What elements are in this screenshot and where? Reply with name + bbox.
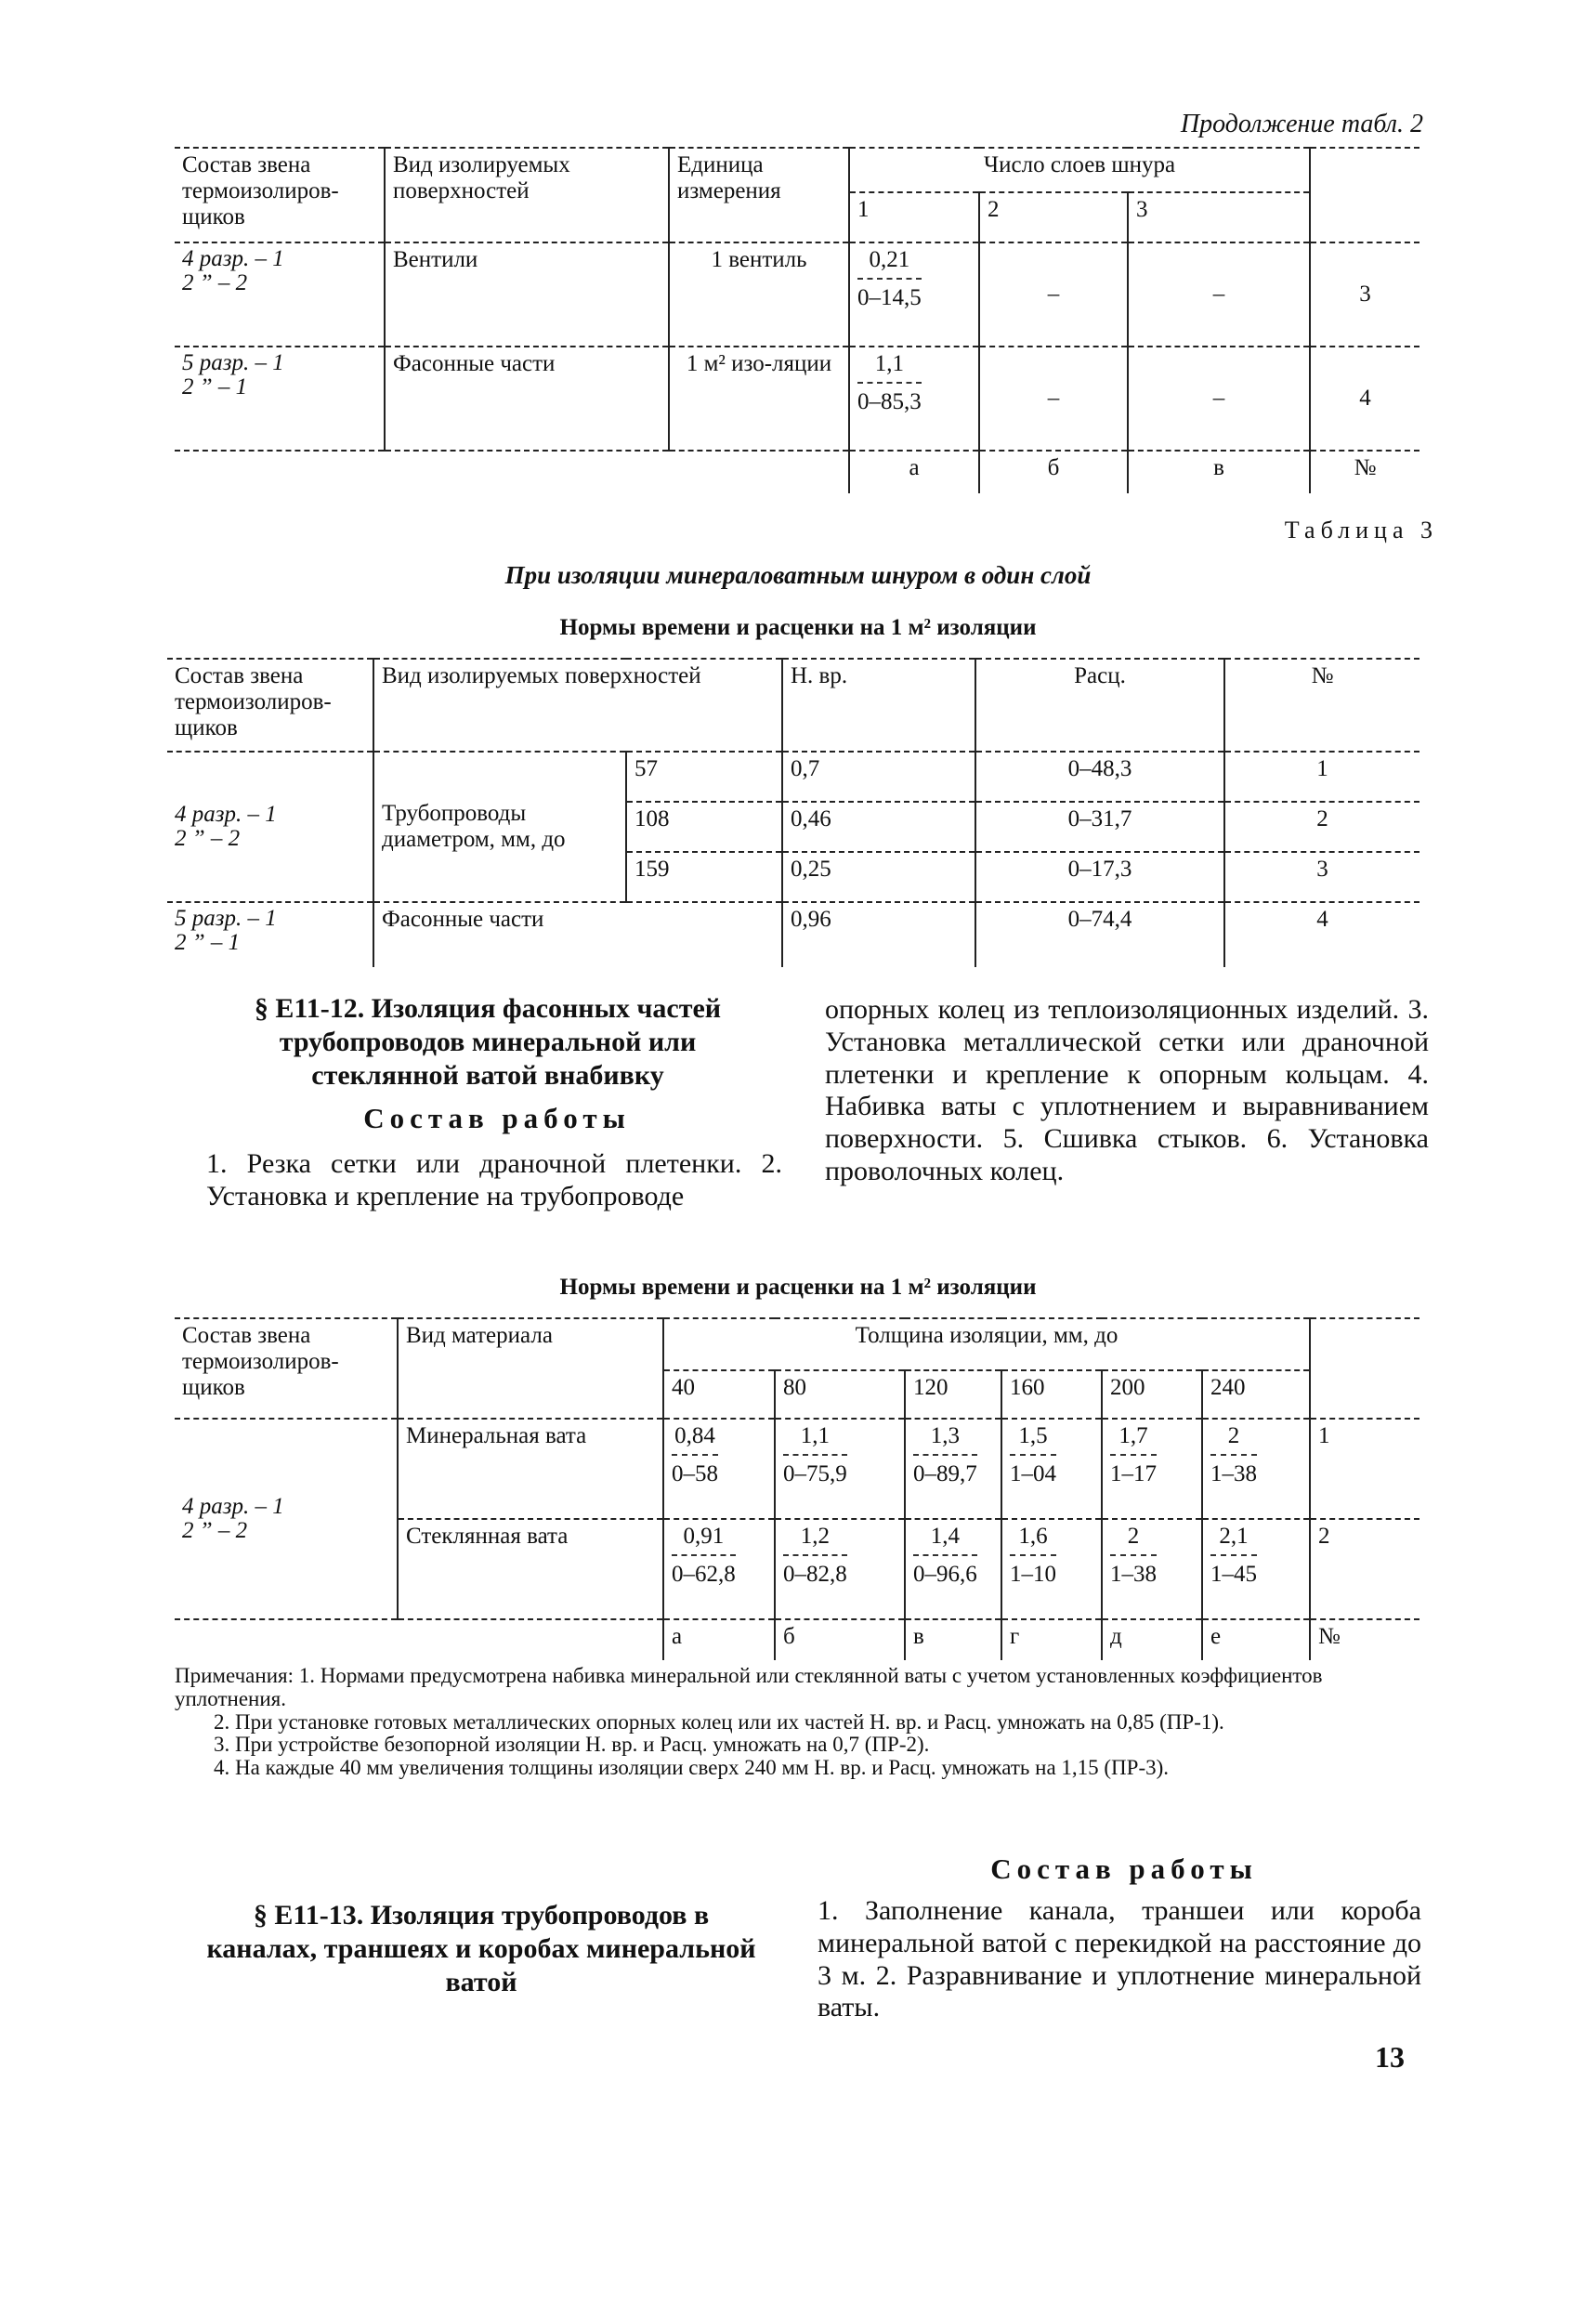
value-cell: – <box>1128 347 1310 451</box>
section-12-title: § Е11-12. Изоляция фасонных частей трубопроводов минеральной или стеклянной ватой внабивку <box>254 993 722 1091</box>
header-surface: Вид изолируемых поверхностей <box>373 659 782 752</box>
header-empty <box>1310 148 1419 242</box>
table-3-norms-title: Нормы времени и расценки на 1 м² изоляции <box>559 615 1037 640</box>
section-12-composition: Состав работы <box>363 1102 631 1134</box>
row-number: 2 <box>1310 1519 1419 1619</box>
note-3: 3. При устройстве безопорной изоляции Н. вр. и Расц. умножать на 0,7 (ПР-2). <box>214 1733 930 1757</box>
time-cell: 0,7 <box>782 752 975 802</box>
price-cell: 0–17,3 <box>975 852 1224 902</box>
thickness-col-240: 240 <box>1202 1370 1310 1419</box>
table-4 <box>175 1317 1419 1660</box>
footer-f: е <box>1202 1619 1310 1660</box>
diameter-cell: 57 <box>626 752 782 802</box>
header-layers: Число слоев шнура <box>849 148 1310 192</box>
crew-line: 2 ” – 1 <box>182 374 248 400</box>
note-4: 4. На каждые 40 мм увеличения толщины изоляции сверх 240 мм Н. вр. и Расц. умножать на 1,15 (ПР-3). <box>214 1756 1170 1780</box>
price-value: 0–82,8 <box>783 1561 847 1587</box>
price-cell: 0–31,7 <box>975 802 1224 852</box>
table-row <box>175 1419 1419 1519</box>
norm-value: 2 <box>1110 1524 1157 1556</box>
crew-line: 2 ” – 1 <box>175 930 241 956</box>
header-unit: Единица измерения <box>669 148 849 242</box>
crew-line: 2 ” – 2 <box>182 270 248 296</box>
norm-value: 0,84 <box>672 1423 718 1456</box>
material-cell: Стеклянная вата <box>398 1519 663 1619</box>
price-cell: 0–74,4 <box>975 902 1224 967</box>
footer-e: д <box>1102 1619 1202 1660</box>
price-value: 1–45 <box>1210 1561 1257 1587</box>
footer-d: г <box>1001 1619 1102 1660</box>
section-13-title: § Е11-13. Изоляция трубопроводов в каналах, траншеях и коробах минеральной ватой <box>206 1900 756 1997</box>
norm-value: 1,4 <box>913 1524 977 1556</box>
norm-value: 1,5 <box>1010 1423 1056 1456</box>
thickness-col-80: 80 <box>775 1370 905 1419</box>
footer-c: в <box>1128 451 1310 493</box>
value-cell: – <box>979 347 1128 451</box>
continuation-label: Продолжение табл. 2 <box>1180 110 1423 138</box>
crew-line: 4 разр. – 1 <box>182 1493 284 1519</box>
table-row <box>167 902 1419 967</box>
header-layer-1: 1 <box>849 192 979 242</box>
norm-value: 1,3 <box>913 1423 977 1456</box>
row-number: 3 <box>1310 242 1419 347</box>
header-layer-3: 3 <box>1128 192 1310 242</box>
table-row <box>175 347 1419 451</box>
table-3-subtitle: При изоляции минераловатным шнуром в один слой <box>504 561 1092 589</box>
section-13-composition: Состав работы <box>990 1852 1258 1885</box>
norm-value: 1,7 <box>1110 1423 1157 1456</box>
norm-value: 1,2 <box>783 1524 847 1556</box>
thickness-col-120: 120 <box>905 1370 1001 1419</box>
row-number: 4 <box>1310 347 1419 451</box>
pipe-label: Трубопроводы диаметром, мм, до <box>373 752 626 902</box>
table-3-caption: Таблица 3 <box>1284 517 1438 543</box>
price-value: 0–58 <box>672 1460 718 1486</box>
surface-cell: Вентили <box>385 242 669 347</box>
time-cell: 0,25 <box>782 852 975 902</box>
section-12-text-right: опорных колец из теплоизоляционных изделий. 3. Установка металлической сетки или драночной плетенки и крепление к опорным кольцам. 4. Набивка ваты с уплотнением и выравниванием поверхности. 5. Сшивка стыков. 6. Установка проволочных колец. <box>825 994 1429 1186</box>
crew-line: 2 ” – 2 <box>182 1518 248 1543</box>
table-4-norms-title: Нормы времени и расценки на 1 м² изоляции <box>559 1275 1037 1300</box>
row-number: 1 <box>1310 1419 1419 1519</box>
price-value: 0–89,7 <box>913 1460 977 1486</box>
norm-value: 1,1 <box>857 351 922 384</box>
notes-block <box>175 1665 1423 1780</box>
crew-line: 4 разр. – 1 <box>175 801 277 827</box>
price-value: 0–62,8 <box>672 1561 736 1587</box>
header-crew: Состав звена термоизолиров-щиков <box>175 1318 398 1419</box>
note-1: Примечания: 1. Нормами предусмотрена набивка минеральной или стеклянной ваты с учетом установленных коэффициентов уплотнения. <box>175 1664 1323 1710</box>
diameter-cell: 108 <box>626 802 782 852</box>
row-number: 2 <box>1224 802 1419 852</box>
price-value: 1–38 <box>1210 1460 1257 1486</box>
time-cell: 0,96 <box>782 902 975 967</box>
footer-no: № <box>1310 1619 1419 1660</box>
price-cell: 0–48,3 <box>975 752 1224 802</box>
header-material: Вид материала <box>398 1318 663 1419</box>
header-empty <box>1310 1318 1419 1419</box>
price-value: 1–10 <box>1010 1561 1056 1587</box>
note-2: 2. При установке готовых металлических опорных колец или их частей Н. вр. и Расц. умножать на 0,85 (ПР-1). <box>214 1709 1224 1734</box>
price-value: 0–14,5 <box>857 284 922 310</box>
row-number: 1 <box>1224 752 1419 802</box>
footer-c: в <box>905 1619 1001 1660</box>
norm-value: 2 <box>1210 1423 1257 1456</box>
norm-value: 2,1 <box>1210 1524 1257 1556</box>
diameter-cell: 159 <box>626 852 782 902</box>
header-crew: Состав звена термоизолиров-щиков <box>167 659 373 752</box>
price-value: 1–04 <box>1010 1460 1056 1486</box>
fittings-label: Фасонные части <box>373 902 782 967</box>
row-number: 4 <box>1224 902 1419 967</box>
price-value: 1–17 <box>1110 1460 1157 1486</box>
header-surface: Вид изолируемых поверхностей <box>385 148 669 242</box>
page-number: 13 <box>1375 2040 1405 2074</box>
price-value: 0–85,3 <box>857 388 922 414</box>
header-layer-2: 2 <box>979 192 1128 242</box>
norm-value: 1,1 <box>783 1423 847 1456</box>
price-value: 1–38 <box>1110 1561 1157 1587</box>
value-cell: – <box>1128 242 1310 347</box>
norm-value: 0,91 <box>672 1524 736 1556</box>
crew-line: 2 ” – 2 <box>175 826 241 851</box>
thickness-col-160: 160 <box>1001 1370 1102 1419</box>
table-row <box>175 242 1419 347</box>
section-13-text: 1. Заполнение канала, траншеи или короба минеральной ватой с перекидкой на расстояние до 3 м. 2. Разравнивание и уплотнение минеральной ваты. <box>818 1895 1421 2023</box>
footer-b: б <box>979 451 1128 493</box>
header-no: № <box>1224 659 1419 752</box>
section-12-text-left: 1. Резка сетки или драночной плетенки. 2. Установка и крепление на трубопроводе <box>206 1148 782 1211</box>
unit-cell: 1 м² изо-ляции <box>669 347 849 451</box>
thickness-col-200: 200 <box>1102 1370 1202 1419</box>
crew-line: 4 разр. – 1 <box>182 246 284 271</box>
row-number: 3 <box>1224 852 1419 902</box>
header-time: Н. вр. <box>782 659 975 752</box>
crew-line: 5 разр. – 1 <box>182 350 284 375</box>
material-cell: Минеральная вата <box>398 1419 663 1519</box>
price-value: 0–96,6 <box>913 1561 977 1587</box>
footer-no: № <box>1310 451 1419 493</box>
unit-cell: 1 вентиль <box>669 242 849 347</box>
surface-cell: Фасонные части <box>385 347 669 451</box>
crew-line: 5 разр. – 1 <box>175 906 277 931</box>
table-2 <box>175 147 1419 493</box>
table-row <box>167 752 1419 802</box>
price-value: 0–75,9 <box>783 1460 847 1486</box>
thickness-col-40: 40 <box>663 1370 775 1419</box>
footer-a: а <box>849 451 979 493</box>
norm-value: 1,6 <box>1010 1524 1056 1556</box>
footer-b: б <box>775 1619 905 1660</box>
footer-a: а <box>663 1619 775 1660</box>
time-cell: 0,46 <box>782 802 975 852</box>
table-3 <box>167 658 1419 967</box>
value-cell: – <box>979 242 1128 347</box>
header-price: Расц. <box>975 659 1224 752</box>
norm-value: 0,21 <box>857 247 922 280</box>
header-thickness: Толщина изоляции, мм, до <box>663 1318 1310 1370</box>
header-crew: Состав звена термоизолиров-щиков <box>175 148 385 242</box>
